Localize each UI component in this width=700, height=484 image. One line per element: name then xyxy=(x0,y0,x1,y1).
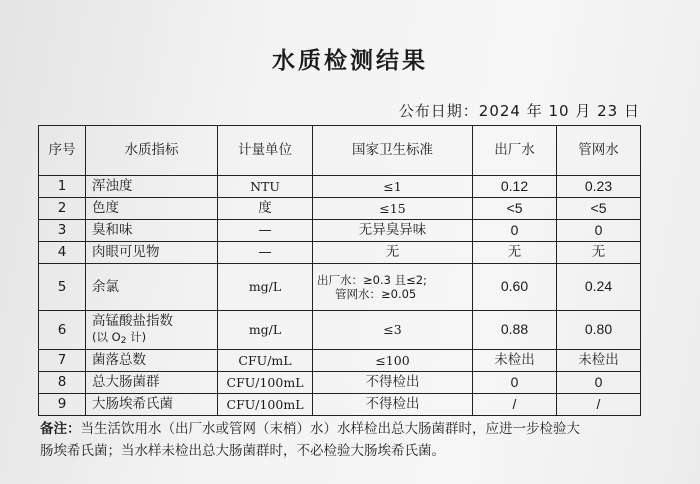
cell-standard: ≤15 xyxy=(313,198,473,220)
cell-no: 6 xyxy=(39,311,86,350)
cell-unit: mg/L xyxy=(218,311,313,350)
cell-indicator: 浑浊度 xyxy=(86,176,218,198)
cell-no: 3 xyxy=(39,220,86,242)
cell-network: / xyxy=(557,394,641,416)
cell-indicator: 臭和味 xyxy=(86,220,218,242)
indicator-subnote xyxy=(92,330,215,347)
cell-standard: ≤3 xyxy=(313,311,473,350)
cell-factory: 0.12 xyxy=(473,176,557,198)
header-cell: 计量单位 xyxy=(218,126,313,176)
table-row xyxy=(39,264,641,311)
cell-network: 0 xyxy=(557,220,641,242)
footnote-label: 备注： xyxy=(40,421,81,437)
subnote-pre: (以 O xyxy=(92,329,121,344)
cell-unit: NTU xyxy=(218,176,313,198)
cell-no: 9 xyxy=(39,394,86,416)
cell-no: 4 xyxy=(39,242,86,264)
table-row xyxy=(39,220,641,242)
cell-network: 0 xyxy=(557,372,641,394)
cell-network: 0.80 xyxy=(557,311,641,350)
cell-indicator: 色度 xyxy=(86,198,218,220)
table-row xyxy=(39,242,641,264)
results-table xyxy=(38,125,641,416)
table-row xyxy=(39,394,641,416)
page-title: 水质检测结果 xyxy=(272,48,428,74)
cell-factory: / xyxy=(473,394,557,416)
cell-network: 未检出 xyxy=(557,350,641,372)
cell-unit: CFU/100mL xyxy=(218,394,313,416)
cell-unit: 度 xyxy=(218,198,313,220)
cell-standard: 不得检出 xyxy=(313,372,473,394)
footnote-line1: 当生活饮用水（出厂水或管网（末梢）水）水样检出总大肠菌群时，应进一步检验大 xyxy=(80,421,580,437)
subnote-post: 计) xyxy=(126,329,147,344)
cell-unit: CFU/mL xyxy=(218,350,313,372)
cell-network: 无 xyxy=(557,242,641,264)
cell-standard: 无 xyxy=(313,242,473,264)
cell-no: 8 xyxy=(39,372,86,394)
cell-no: 5 xyxy=(39,264,86,311)
cell-indicator: 菌落总数 xyxy=(86,350,218,372)
table-header-row xyxy=(39,126,641,176)
cell-network: 0.24 xyxy=(557,264,641,311)
cell-factory: 0 xyxy=(473,372,557,394)
cell-no: 1 xyxy=(39,176,86,198)
cell-indicator xyxy=(86,311,218,350)
header-cell: 序号 xyxy=(39,126,86,176)
cell-factory: 无 xyxy=(473,242,557,264)
cell-standard xyxy=(313,264,473,311)
table-row xyxy=(39,176,641,198)
cell-standard: 不得检出 xyxy=(313,394,473,416)
cell-standard: ≤100 xyxy=(313,350,473,372)
cell-network: 0.23 xyxy=(557,176,641,198)
cell-factory: 0.60 xyxy=(473,264,557,311)
footnote xyxy=(40,418,650,462)
cell-indicator: 肉眼可见物 xyxy=(86,242,218,264)
cell-no: 2 xyxy=(39,198,86,220)
header-cell: 管网水 xyxy=(557,126,641,176)
indicator-name: 高锰酸盐指数 xyxy=(92,312,173,329)
table-row xyxy=(39,198,641,220)
header-cell: 国家卫生标准 xyxy=(313,126,473,176)
cell-unit: mg/L xyxy=(218,264,313,311)
table-row xyxy=(39,372,641,394)
publish-date: 公布日期：2024 年 10 月 23 日 xyxy=(398,102,640,120)
cell-factory: 未检出 xyxy=(473,350,557,372)
footnote-line2: 肠埃希氏菌；当水样未检出总大肠菌群时，不必检验大肠埃希氏菌。 xyxy=(40,443,445,459)
standard-line-factory: 出厂水：≥0.3 且≤2; xyxy=(317,272,427,287)
subnote-subscript: 2 xyxy=(120,335,127,346)
cell-no: 7 xyxy=(39,350,86,372)
cell-indicator: 余氯 xyxy=(86,264,218,311)
table-row xyxy=(39,311,641,350)
cell-unit: CFU/100mL xyxy=(218,372,313,394)
cell-factory: 0 xyxy=(473,220,557,242)
cell-unit: — xyxy=(218,242,313,264)
cell-indicator: 大肠埃希氏菌 xyxy=(86,394,218,416)
header-cell: 水质指标 xyxy=(86,126,218,176)
table-row xyxy=(39,350,641,372)
header-cell: 出厂水 xyxy=(473,126,557,176)
cell-network: <5 xyxy=(557,198,641,220)
cell-factory: 0.88 xyxy=(473,311,557,350)
cell-unit: — xyxy=(218,220,313,242)
standard-line-network: 管网水：≥0.05 xyxy=(335,287,417,301)
cell-standard: ≤1 xyxy=(313,176,473,198)
cell-factory: <5 xyxy=(473,198,557,220)
cell-indicator: 总大肠菌群 xyxy=(86,372,218,394)
cell-standard: 无异臭异味 xyxy=(313,220,473,242)
